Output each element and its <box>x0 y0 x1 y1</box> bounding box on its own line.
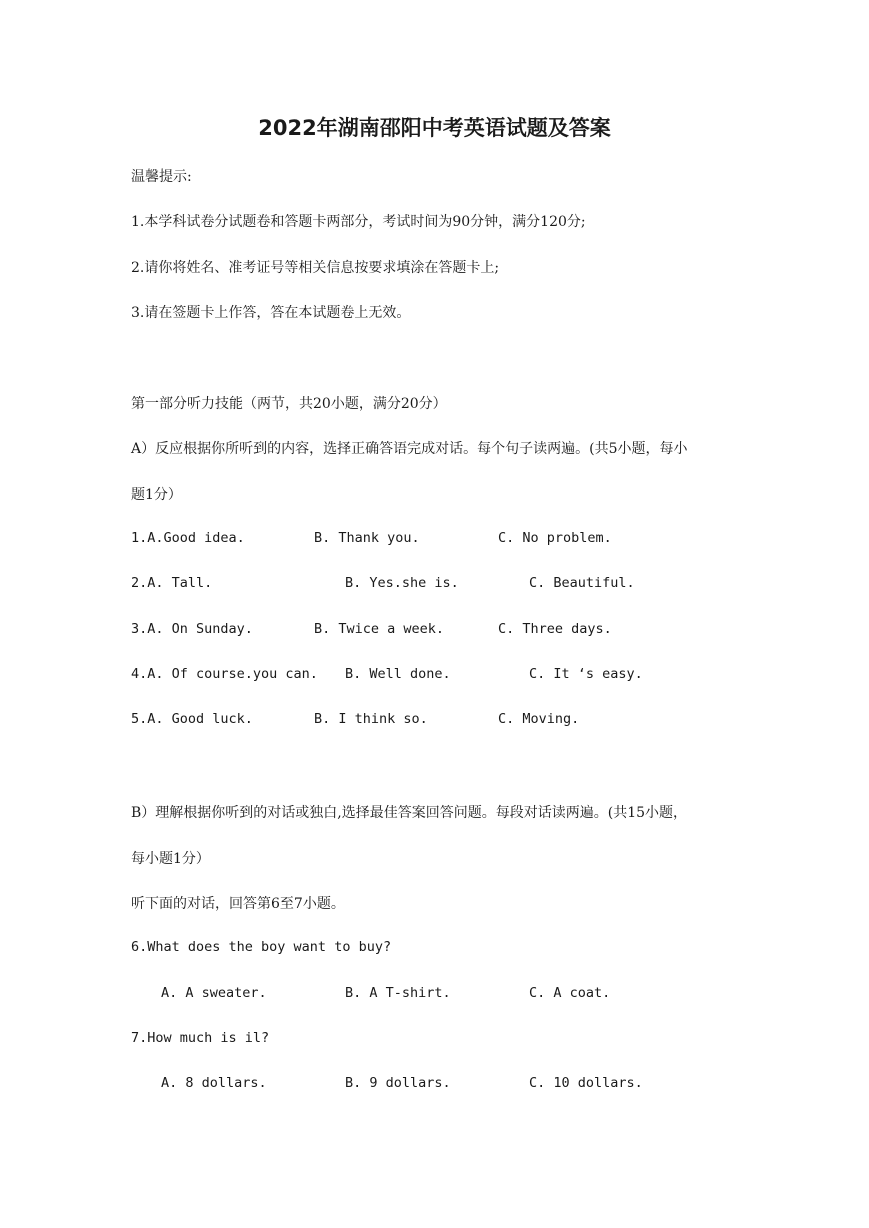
section-b-instructions: B）理解根据你听到的对话或独白,选择最佳答案回答问题。每段对话读两遍。(共15小题， <box>131 805 688 821</box>
option-b: B. Thank you. <box>314 530 420 546</box>
option-c: C. Moving. <box>498 711 580 727</box>
section-b-instructions-cont: 每小题1分） <box>131 851 210 867</box>
option-c: C. It ‘s easy. <box>529 666 643 682</box>
option-a: 1.A.Good idea. <box>131 530 245 546</box>
part1-heading: 第一部分听力技能（两节，共20小题，满分20分） <box>131 396 447 412</box>
page-title: 2022年湖南邵阳中考英语试题及答案 <box>258 116 611 140</box>
option-b: B. A T-shirt. <box>345 985 451 1001</box>
option-c: C. Three days. <box>498 621 612 637</box>
option-b: B. Twice a week. <box>314 621 445 637</box>
option-c: C. 10 dollars. <box>529 1075 643 1091</box>
option-a: A. A sweater. <box>161 985 267 1001</box>
option-b: B. Yes.she is. <box>345 575 459 591</box>
option-a: 4.A. Of course.you can. <box>131 666 318 682</box>
option-a: 5.A. Good luck. <box>131 711 253 727</box>
option-c: C. A coat. <box>529 985 611 1001</box>
option-a: 3.A. On Sunday. <box>131 621 253 637</box>
option-a: 2.A. Tall. <box>131 575 213 591</box>
option-c: C. Beautiful. <box>529 575 635 591</box>
question-stem: 6.What does the boy want to buy? <box>131 939 392 955</box>
notice-item: 3.请在签题卡上作答，答在本试题卷上无效。 <box>131 305 411 321</box>
section-a-instructions-cont: 题1分） <box>131 487 182 503</box>
section-a-instructions: A）反应根据你所听到的内容，选择正确答语完成对话。每个句子读两遍。(共5小题，每小 <box>131 441 688 457</box>
notice-item: 2.请你将姓名、准考证号等相关信息按要求填涂在答题卡上; <box>131 260 500 276</box>
question-stem: 7.How much is il? <box>131 1030 270 1046</box>
listening-instruction: 听下面的对话，回答第6至7小题。 <box>131 896 345 912</box>
option-a: A. 8 dollars. <box>161 1075 267 1091</box>
option-b: B. Well done. <box>345 666 451 682</box>
notice-item: 1.本学科试卷分试题卷和答题卡两部分，考试时间为90分钟，满分120分; <box>131 214 586 230</box>
option-b: B. I think so. <box>314 711 428 727</box>
option-c: C. No problem. <box>498 530 612 546</box>
notice-heading: 温馨提示: <box>131 169 192 185</box>
option-b: B. 9 dollars. <box>345 1075 451 1091</box>
